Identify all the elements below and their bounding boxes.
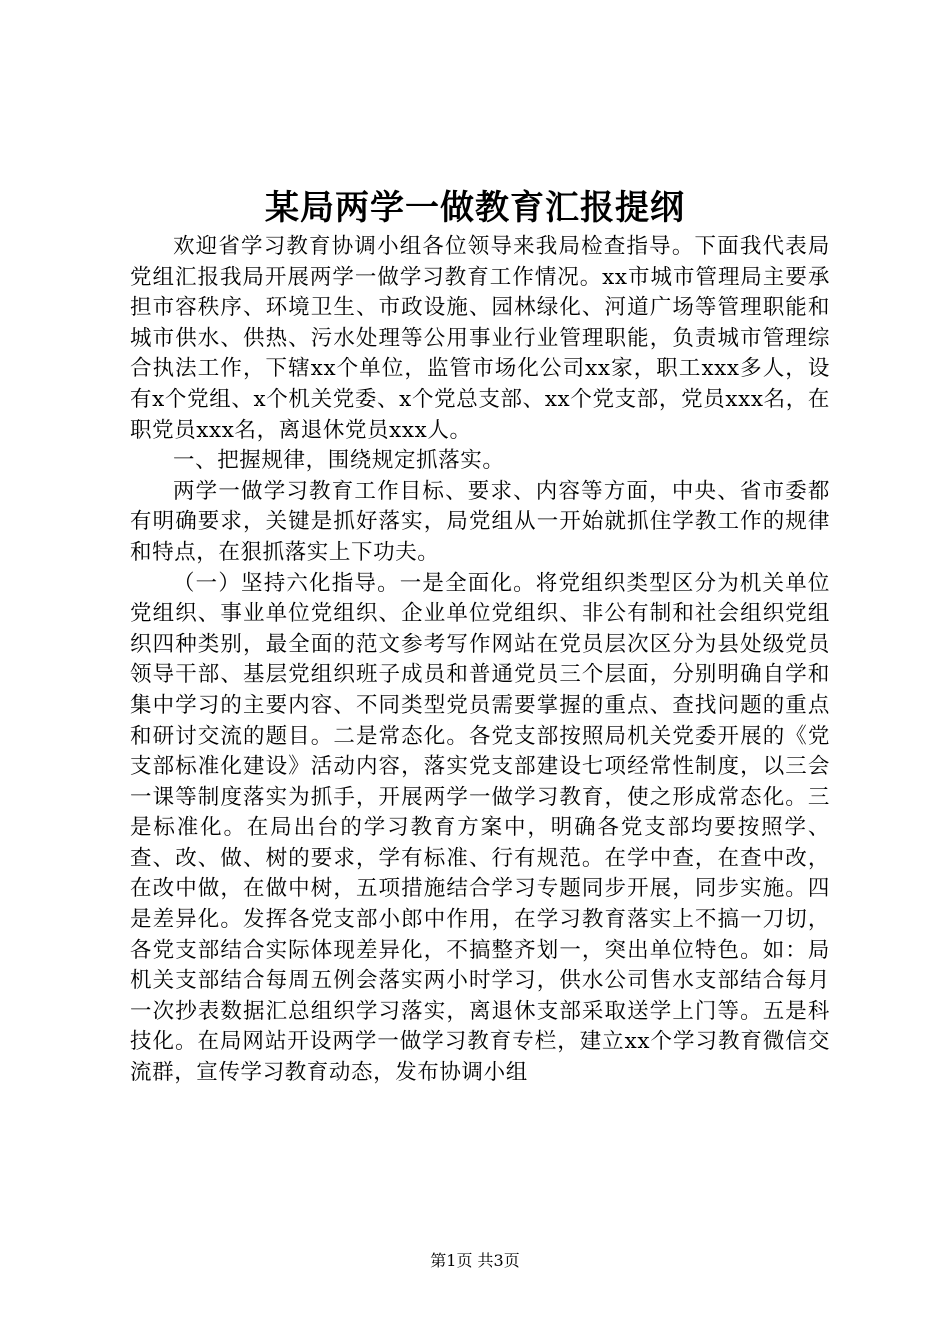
paragraph-section-intro: 两学一做学习教育工作目标、要求、内容等方面，中央、省市委都有明确要求，关键是抓好落实，局党组从一开始就抓住学教工作的规律和特点，在狠抓落实上下功夫。: [130, 478, 830, 565]
document-title: 某局两学一做教育汇报提纲: [265, 188, 685, 228]
paragraph-intro: 欢迎省学习教育协调小组各位领导来我局检查指导。下面我代表局党组汇报我局开展两学一做学习教育工作情况。xx市城市管理局主要承担市容秩序、环境卫生、市政设施、园林绿化、河道广场等管理职能和城市供水、供热、污水处理等公用事业行业管理职能，负责城市管理综合执法工作，下辖xx个单位，监管市场化公司xx家，职工xxx多人，设有x个党组、x个机关党委、x个党总支部、xx个党支部，党员xxx名，在职党员xxx名，离退休党员xxx人。: [130, 234, 830, 443]
paragraph-six-guidance: （一）坚持六化指导。一是全面化。将党组织类型区分为机关单位党组织、事业单位党组织、企业单位党组织、非公有制和社会组织党组织四种类别，最全面的范文参考写作网站在党员层次区分为县处级党员领导干部、基层党组织班子成员和普通党员三个层面，分别明确自学和集中学习的主要内容、不同类型党员需要掌握的重点、查找问题的重点和研讨交流的题目。二是常态化。各党支部按照局机关党委开展的《党支部标准化建设》活动内容，落实党支部建设七项经常性制度，以三会一课等制度落实为抓手，开展两学一做学习教育，使之形成常态化。三是标准化。在局出台的学习教育方案中，明确各党支部均要按照学、查、改、做、树的要求，学有标准、行有规范。在学中查，在查中改，在改中做，在做中树，五项措施结合学习专题同步开展，同步实施。四是差异化。发挥各党支部小郎中作用，在学习教育落实上不搞一刀切，各党支部结合实际体现差异化，不搞整齐划一，突出单位特色。如：局机关支部结合每周五例会落实两小时学习，供水公司售水支部结合每月一次抄表数据汇总组织学习落实，离退休支部采取送学上门等。五是科技化。在局网站开设两学一做学习教育专栏，建立xx个学习教育微信交流群，宣传学习教育动态，发布协调小组: [130, 570, 830, 1086]
document-body: [130, 232, 830, 1089]
paragraph-section-heading: 一、把握规律，围绕规定抓落实。: [173, 448, 505, 474]
page-footer: 第1页 共3页: [430, 1251, 520, 1270]
